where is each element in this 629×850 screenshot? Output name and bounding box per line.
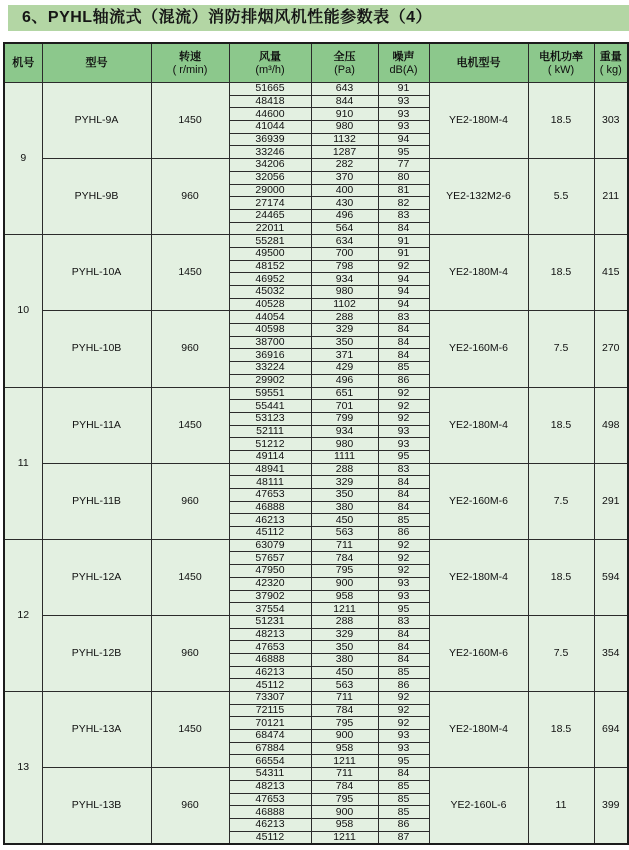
cell-noise: 95 bbox=[378, 146, 429, 159]
cell-flow: 27174 bbox=[229, 197, 311, 210]
table-row bbox=[4, 768, 628, 781]
cell-pressure: 980 bbox=[311, 286, 378, 299]
cell-pressure: 795 bbox=[311, 565, 378, 578]
table-row bbox=[4, 539, 628, 552]
cell-pressure: 1132 bbox=[311, 133, 378, 146]
table-row bbox=[4, 83, 628, 96]
cell-flow: 42320 bbox=[229, 577, 311, 590]
cell-speed: 960 bbox=[151, 159, 229, 235]
cell-speed: 1450 bbox=[151, 692, 229, 768]
cell-flow: 48941 bbox=[229, 463, 311, 476]
cell-motor: YE2-180M-4 bbox=[429, 235, 528, 311]
cell-pressure: 651 bbox=[311, 387, 378, 400]
table-row bbox=[4, 159, 628, 172]
cell-flow: 51212 bbox=[229, 438, 311, 451]
col-header-unit: dB(A) bbox=[389, 63, 418, 76]
cell-model: PYHL-9A bbox=[42, 83, 151, 159]
cell-noise: 84 bbox=[378, 628, 429, 641]
cell-pressure: 496 bbox=[311, 209, 378, 222]
cell-flow: 48111 bbox=[229, 476, 311, 489]
cell-power: 7.5 bbox=[528, 615, 594, 691]
cell-noise: 87 bbox=[378, 831, 429, 844]
cell-noise: 84 bbox=[378, 489, 429, 502]
col-header-label: 机号 bbox=[12, 57, 35, 69]
cell-flow: 45032 bbox=[229, 286, 311, 299]
cell-noise: 84 bbox=[378, 336, 429, 349]
cell-size: 9 bbox=[4, 83, 42, 235]
cell-noise: 92 bbox=[378, 565, 429, 578]
cell-flow: 45112 bbox=[229, 527, 311, 540]
cell-flow: 24465 bbox=[229, 209, 311, 222]
cell-noise: 84 bbox=[378, 653, 429, 666]
cell-pressure: 844 bbox=[311, 95, 378, 108]
cell-flow: 29000 bbox=[229, 184, 311, 197]
cell-motor: YE2-180M-4 bbox=[429, 692, 528, 768]
cell-pressure: 370 bbox=[311, 171, 378, 184]
cell-noise: 85 bbox=[378, 780, 429, 793]
cell-speed: 1450 bbox=[151, 539, 229, 615]
cell-speed: 1450 bbox=[151, 235, 229, 311]
cell-noise: 92 bbox=[378, 704, 429, 717]
cell-pressure: 282 bbox=[311, 159, 378, 172]
cell-pressure: 934 bbox=[311, 425, 378, 438]
col-header-speed bbox=[151, 43, 229, 83]
cell-noise: 92 bbox=[378, 387, 429, 400]
col-header-power bbox=[528, 43, 594, 83]
col-header-unit: ( kg) bbox=[599, 63, 622, 76]
cell-pressure: 701 bbox=[311, 400, 378, 413]
table-row bbox=[4, 692, 628, 705]
cell-noise: 95 bbox=[378, 450, 429, 463]
cell-pressure: 784 bbox=[311, 552, 378, 565]
cell-pressure: 1287 bbox=[311, 146, 378, 159]
cell-noise: 94 bbox=[378, 273, 429, 286]
cell-noise: 93 bbox=[378, 425, 429, 438]
cell-pressure: 563 bbox=[311, 527, 378, 540]
cell-weight: 354 bbox=[594, 615, 628, 691]
cell-noise: 84 bbox=[378, 222, 429, 235]
cell-flow: 34206 bbox=[229, 159, 311, 172]
cell-pressure: 564 bbox=[311, 222, 378, 235]
cell-pressure: 329 bbox=[311, 324, 378, 337]
cell-pressure: 288 bbox=[311, 311, 378, 324]
cell-flow: 36916 bbox=[229, 349, 311, 362]
cell-pressure: 958 bbox=[311, 742, 378, 755]
col-header-unit: ( kW) bbox=[547, 63, 575, 76]
cell-model: PYHL-10B bbox=[42, 311, 151, 387]
cell-noise: 77 bbox=[378, 159, 429, 172]
col-header-label: 风量 bbox=[259, 50, 281, 63]
cell-noise: 94 bbox=[378, 298, 429, 311]
cell-noise: 86 bbox=[378, 374, 429, 387]
cell-pressure: 910 bbox=[311, 108, 378, 121]
cell-noise: 92 bbox=[378, 260, 429, 273]
cell-pressure: 371 bbox=[311, 349, 378, 362]
cell-model: PYHL-10A bbox=[42, 235, 151, 311]
cell-flow: 55281 bbox=[229, 235, 311, 248]
col-header-weight bbox=[594, 43, 628, 83]
col-header-label: 全压 bbox=[333, 50, 356, 63]
cell-speed: 960 bbox=[151, 311, 229, 387]
cell-power: 7.5 bbox=[528, 463, 594, 539]
col-header-unit: (m³/h) bbox=[255, 63, 285, 76]
cell-weight: 694 bbox=[594, 692, 628, 768]
cell-pressure: 634 bbox=[311, 235, 378, 248]
cell-size: 12 bbox=[4, 539, 42, 691]
cell-flow: 38700 bbox=[229, 336, 311, 349]
cell-model: PYHL-12B bbox=[42, 615, 151, 691]
cell-pressure: 563 bbox=[311, 679, 378, 692]
cell-flow: 40528 bbox=[229, 298, 311, 311]
col-header-label: 型号 bbox=[85, 57, 108, 69]
cell-flow: 49500 bbox=[229, 247, 311, 260]
cell-noise: 92 bbox=[378, 717, 429, 730]
table-row bbox=[4, 463, 628, 476]
cell-flow: 48418 bbox=[229, 95, 311, 108]
cell-noise: 91 bbox=[378, 247, 429, 260]
cell-pressure: 430 bbox=[311, 197, 378, 210]
cell-noise: 84 bbox=[378, 349, 429, 362]
cell-noise: 95 bbox=[378, 755, 429, 768]
col-header-pressure bbox=[311, 43, 378, 83]
cell-power: 18.5 bbox=[528, 387, 594, 463]
cell-speed: 1450 bbox=[151, 387, 229, 463]
cell-weight: 211 bbox=[594, 159, 628, 235]
cell-flow: 40598 bbox=[229, 324, 311, 337]
cell-model: PYHL-12A bbox=[42, 539, 151, 615]
cell-noise: 83 bbox=[378, 311, 429, 324]
cell-size: 10 bbox=[4, 235, 42, 387]
cell-noise: 83 bbox=[378, 209, 429, 222]
cell-noise: 92 bbox=[378, 539, 429, 552]
cell-flow: 44600 bbox=[229, 108, 311, 121]
cell-speed: 960 bbox=[151, 615, 229, 691]
cell-noise: 93 bbox=[378, 742, 429, 755]
cell-noise: 84 bbox=[378, 324, 429, 337]
cell-pressure: 980 bbox=[311, 438, 378, 451]
col-header-label: 重量 bbox=[599, 50, 622, 63]
cell-noise: 93 bbox=[378, 577, 429, 590]
cell-weight: 303 bbox=[594, 83, 628, 159]
cell-flow: 45112 bbox=[229, 831, 311, 844]
cell-noise: 84 bbox=[378, 476, 429, 489]
cell-pressure: 798 bbox=[311, 260, 378, 273]
performance-table bbox=[3, 42, 629, 845]
cell-noise: 85 bbox=[378, 514, 429, 527]
cell-flow: 67884 bbox=[229, 742, 311, 755]
cell-noise: 85 bbox=[378, 666, 429, 679]
cell-pressure: 958 bbox=[311, 590, 378, 603]
cell-noise: 86 bbox=[378, 679, 429, 692]
cell-motor: YE2-160M-6 bbox=[429, 463, 528, 539]
cell-flow: 46213 bbox=[229, 514, 311, 527]
cell-noise: 83 bbox=[378, 463, 429, 476]
cell-pressure: 400 bbox=[311, 184, 378, 197]
cell-flow: 32056 bbox=[229, 171, 311, 184]
cell-noise: 85 bbox=[378, 793, 429, 806]
cell-flow: 46888 bbox=[229, 501, 311, 514]
cell-model: PYHL-13B bbox=[42, 768, 151, 845]
cell-pressure: 711 bbox=[311, 539, 378, 552]
cell-flow: 51665 bbox=[229, 83, 311, 96]
cell-flow: 66554 bbox=[229, 755, 311, 768]
cell-motor: YE2-180M-4 bbox=[429, 83, 528, 159]
cell-power: 7.5 bbox=[528, 311, 594, 387]
col-header-label: 转速 bbox=[179, 50, 201, 63]
cell-flow: 48152 bbox=[229, 260, 311, 273]
col-header-flow bbox=[229, 43, 311, 83]
cell-noise: 93 bbox=[378, 730, 429, 743]
cell-noise: 85 bbox=[378, 806, 429, 819]
cell-flow: 44054 bbox=[229, 311, 311, 324]
page-title: 6、PYHL轴流式（混流）消防排烟风机性能参数表（4） bbox=[8, 5, 629, 31]
cell-motor: YE2-160M-6 bbox=[429, 311, 528, 387]
cell-pressure: 980 bbox=[311, 121, 378, 134]
cell-noise: 91 bbox=[378, 83, 429, 96]
cell-pressure: 799 bbox=[311, 412, 378, 425]
cell-flow: 47653 bbox=[229, 489, 311, 502]
cell-flow: 29902 bbox=[229, 374, 311, 387]
cell-weight: 498 bbox=[594, 387, 628, 463]
cell-motor: YE2-180M-4 bbox=[429, 539, 528, 615]
cell-pressure: 900 bbox=[311, 577, 378, 590]
cell-flow: 59551 bbox=[229, 387, 311, 400]
cell-model: PYHL-11B bbox=[42, 463, 151, 539]
cell-pressure: 329 bbox=[311, 476, 378, 489]
cell-noise: 80 bbox=[378, 171, 429, 184]
cell-noise: 92 bbox=[378, 412, 429, 425]
cell-pressure: 1211 bbox=[311, 603, 378, 616]
cell-pressure: 934 bbox=[311, 273, 378, 286]
cell-pressure: 496 bbox=[311, 374, 378, 387]
cell-pressure: 1211 bbox=[311, 755, 378, 768]
cell-flow: 46952 bbox=[229, 273, 311, 286]
cell-weight: 415 bbox=[594, 235, 628, 311]
cell-flow: 45112 bbox=[229, 679, 311, 692]
cell-flow: 54311 bbox=[229, 768, 311, 781]
cell-flow: 55441 bbox=[229, 400, 311, 413]
cell-noise: 81 bbox=[378, 184, 429, 197]
cell-noise: 93 bbox=[378, 438, 429, 451]
cell-power: 18.5 bbox=[528, 83, 594, 159]
cell-weight: 270 bbox=[594, 311, 628, 387]
table-row bbox=[4, 311, 628, 324]
cell-noise: 86 bbox=[378, 527, 429, 540]
cell-flow: 46888 bbox=[229, 653, 311, 666]
cell-flow: 53123 bbox=[229, 412, 311, 425]
cell-flow: 41044 bbox=[229, 121, 311, 134]
cell-pressure: 700 bbox=[311, 247, 378, 260]
cell-noise: 93 bbox=[378, 95, 429, 108]
cell-motor: YE2-180M-4 bbox=[429, 387, 528, 463]
cell-pressure: 711 bbox=[311, 692, 378, 705]
cell-flow: 46213 bbox=[229, 818, 311, 831]
cell-size: 11 bbox=[4, 387, 42, 539]
cell-flow: 52111 bbox=[229, 425, 311, 438]
header-row bbox=[4, 43, 628, 83]
cell-flow: 46888 bbox=[229, 806, 311, 819]
cell-pressure: 1211 bbox=[311, 831, 378, 844]
cell-flow: 70121 bbox=[229, 717, 311, 730]
cell-pressure: 784 bbox=[311, 780, 378, 793]
col-header-label: 电机型号 bbox=[456, 57, 501, 69]
col-header-size bbox=[4, 43, 42, 83]
cell-pressure: 784 bbox=[311, 704, 378, 717]
cell-model: PYHL-11A bbox=[42, 387, 151, 463]
cell-motor: YE2-160M-6 bbox=[429, 615, 528, 691]
cell-pressure: 429 bbox=[311, 362, 378, 375]
cell-power: 11 bbox=[528, 768, 594, 845]
cell-flow: 49114 bbox=[229, 450, 311, 463]
cell-pressure: 1102 bbox=[311, 298, 378, 311]
cell-flow: 47653 bbox=[229, 641, 311, 654]
cell-pressure: 350 bbox=[311, 489, 378, 502]
cell-noise: 95 bbox=[378, 603, 429, 616]
cell-flow: 72115 bbox=[229, 704, 311, 717]
cell-noise: 92 bbox=[378, 692, 429, 705]
cell-power: 18.5 bbox=[528, 235, 594, 311]
cell-model: PYHL-13A bbox=[42, 692, 151, 768]
cell-noise: 94 bbox=[378, 286, 429, 299]
cell-noise: 94 bbox=[378, 133, 429, 146]
cell-flow: 37554 bbox=[229, 603, 311, 616]
col-header-noise bbox=[378, 43, 429, 83]
table-row bbox=[4, 615, 628, 628]
cell-pressure: 350 bbox=[311, 641, 378, 654]
cell-pressure: 380 bbox=[311, 501, 378, 514]
cell-pressure: 795 bbox=[311, 717, 378, 730]
cell-flow: 33246 bbox=[229, 146, 311, 159]
col-header-unit: (Pa) bbox=[334, 63, 355, 76]
cell-model: PYHL-9B bbox=[42, 159, 151, 235]
cell-noise: 92 bbox=[378, 552, 429, 565]
table-row bbox=[4, 235, 628, 248]
cell-pressure: 288 bbox=[311, 615, 378, 628]
col-header-label: 噪声 bbox=[392, 50, 415, 63]
col-header-model bbox=[42, 43, 151, 83]
cell-noise: 92 bbox=[378, 400, 429, 413]
cell-noise: 84 bbox=[378, 768, 429, 781]
cell-power: 18.5 bbox=[528, 692, 594, 768]
cell-pressure: 450 bbox=[311, 666, 378, 679]
cell-pressure: 329 bbox=[311, 628, 378, 641]
cell-pressure: 450 bbox=[311, 514, 378, 527]
cell-flow: 68474 bbox=[229, 730, 311, 743]
cell-weight: 594 bbox=[594, 539, 628, 615]
cell-pressure: 900 bbox=[311, 730, 378, 743]
cell-pressure: 380 bbox=[311, 653, 378, 666]
cell-pressure: 900 bbox=[311, 806, 378, 819]
cell-flow: 73307 bbox=[229, 692, 311, 705]
cell-pressure: 643 bbox=[311, 83, 378, 96]
col-header-label: 电机功率 bbox=[539, 50, 583, 63]
cell-noise: 85 bbox=[378, 362, 429, 375]
cell-flow: 33224 bbox=[229, 362, 311, 375]
cell-flow: 36939 bbox=[229, 133, 311, 146]
cell-flow: 47950 bbox=[229, 565, 311, 578]
cell-weight: 399 bbox=[594, 768, 628, 845]
cell-size: 13 bbox=[4, 692, 42, 845]
cell-noise: 83 bbox=[378, 615, 429, 628]
cell-noise: 82 bbox=[378, 197, 429, 210]
cell-noise: 93 bbox=[378, 108, 429, 121]
cell-flow: 22011 bbox=[229, 222, 311, 235]
cell-pressure: 350 bbox=[311, 336, 378, 349]
cell-power: 18.5 bbox=[528, 539, 594, 615]
cell-noise: 91 bbox=[378, 235, 429, 248]
cell-noise: 86 bbox=[378, 818, 429, 831]
cell-noise: 84 bbox=[378, 641, 429, 654]
col-header-unit: ( r/min) bbox=[172, 63, 208, 76]
cell-noise: 93 bbox=[378, 121, 429, 134]
cell-noise: 84 bbox=[378, 501, 429, 514]
cell-flow: 57657 bbox=[229, 552, 311, 565]
cell-pressure: 711 bbox=[311, 768, 378, 781]
cell-pressure: 795 bbox=[311, 793, 378, 806]
table-row bbox=[4, 387, 628, 400]
cell-flow: 47653 bbox=[229, 793, 311, 806]
cell-pressure: 288 bbox=[311, 463, 378, 476]
cell-motor: YE2-160L-6 bbox=[429, 768, 528, 845]
cell-speed: 960 bbox=[151, 768, 229, 845]
col-header-motor bbox=[429, 43, 528, 83]
cell-speed: 1450 bbox=[151, 83, 229, 159]
cell-power: 5.5 bbox=[528, 159, 594, 235]
cell-weight: 291 bbox=[594, 463, 628, 539]
cell-flow: 46213 bbox=[229, 666, 311, 679]
cell-pressure: 958 bbox=[311, 818, 378, 831]
cell-flow: 63079 bbox=[229, 539, 311, 552]
cell-flow: 51231 bbox=[229, 615, 311, 628]
cell-motor: YE2-132M2-6 bbox=[429, 159, 528, 235]
cell-flow: 48213 bbox=[229, 780, 311, 793]
cell-pressure: 1111 bbox=[311, 450, 378, 463]
cell-speed: 960 bbox=[151, 463, 229, 539]
cell-flow: 48213 bbox=[229, 628, 311, 641]
cell-flow: 37902 bbox=[229, 590, 311, 603]
cell-noise: 93 bbox=[378, 590, 429, 603]
